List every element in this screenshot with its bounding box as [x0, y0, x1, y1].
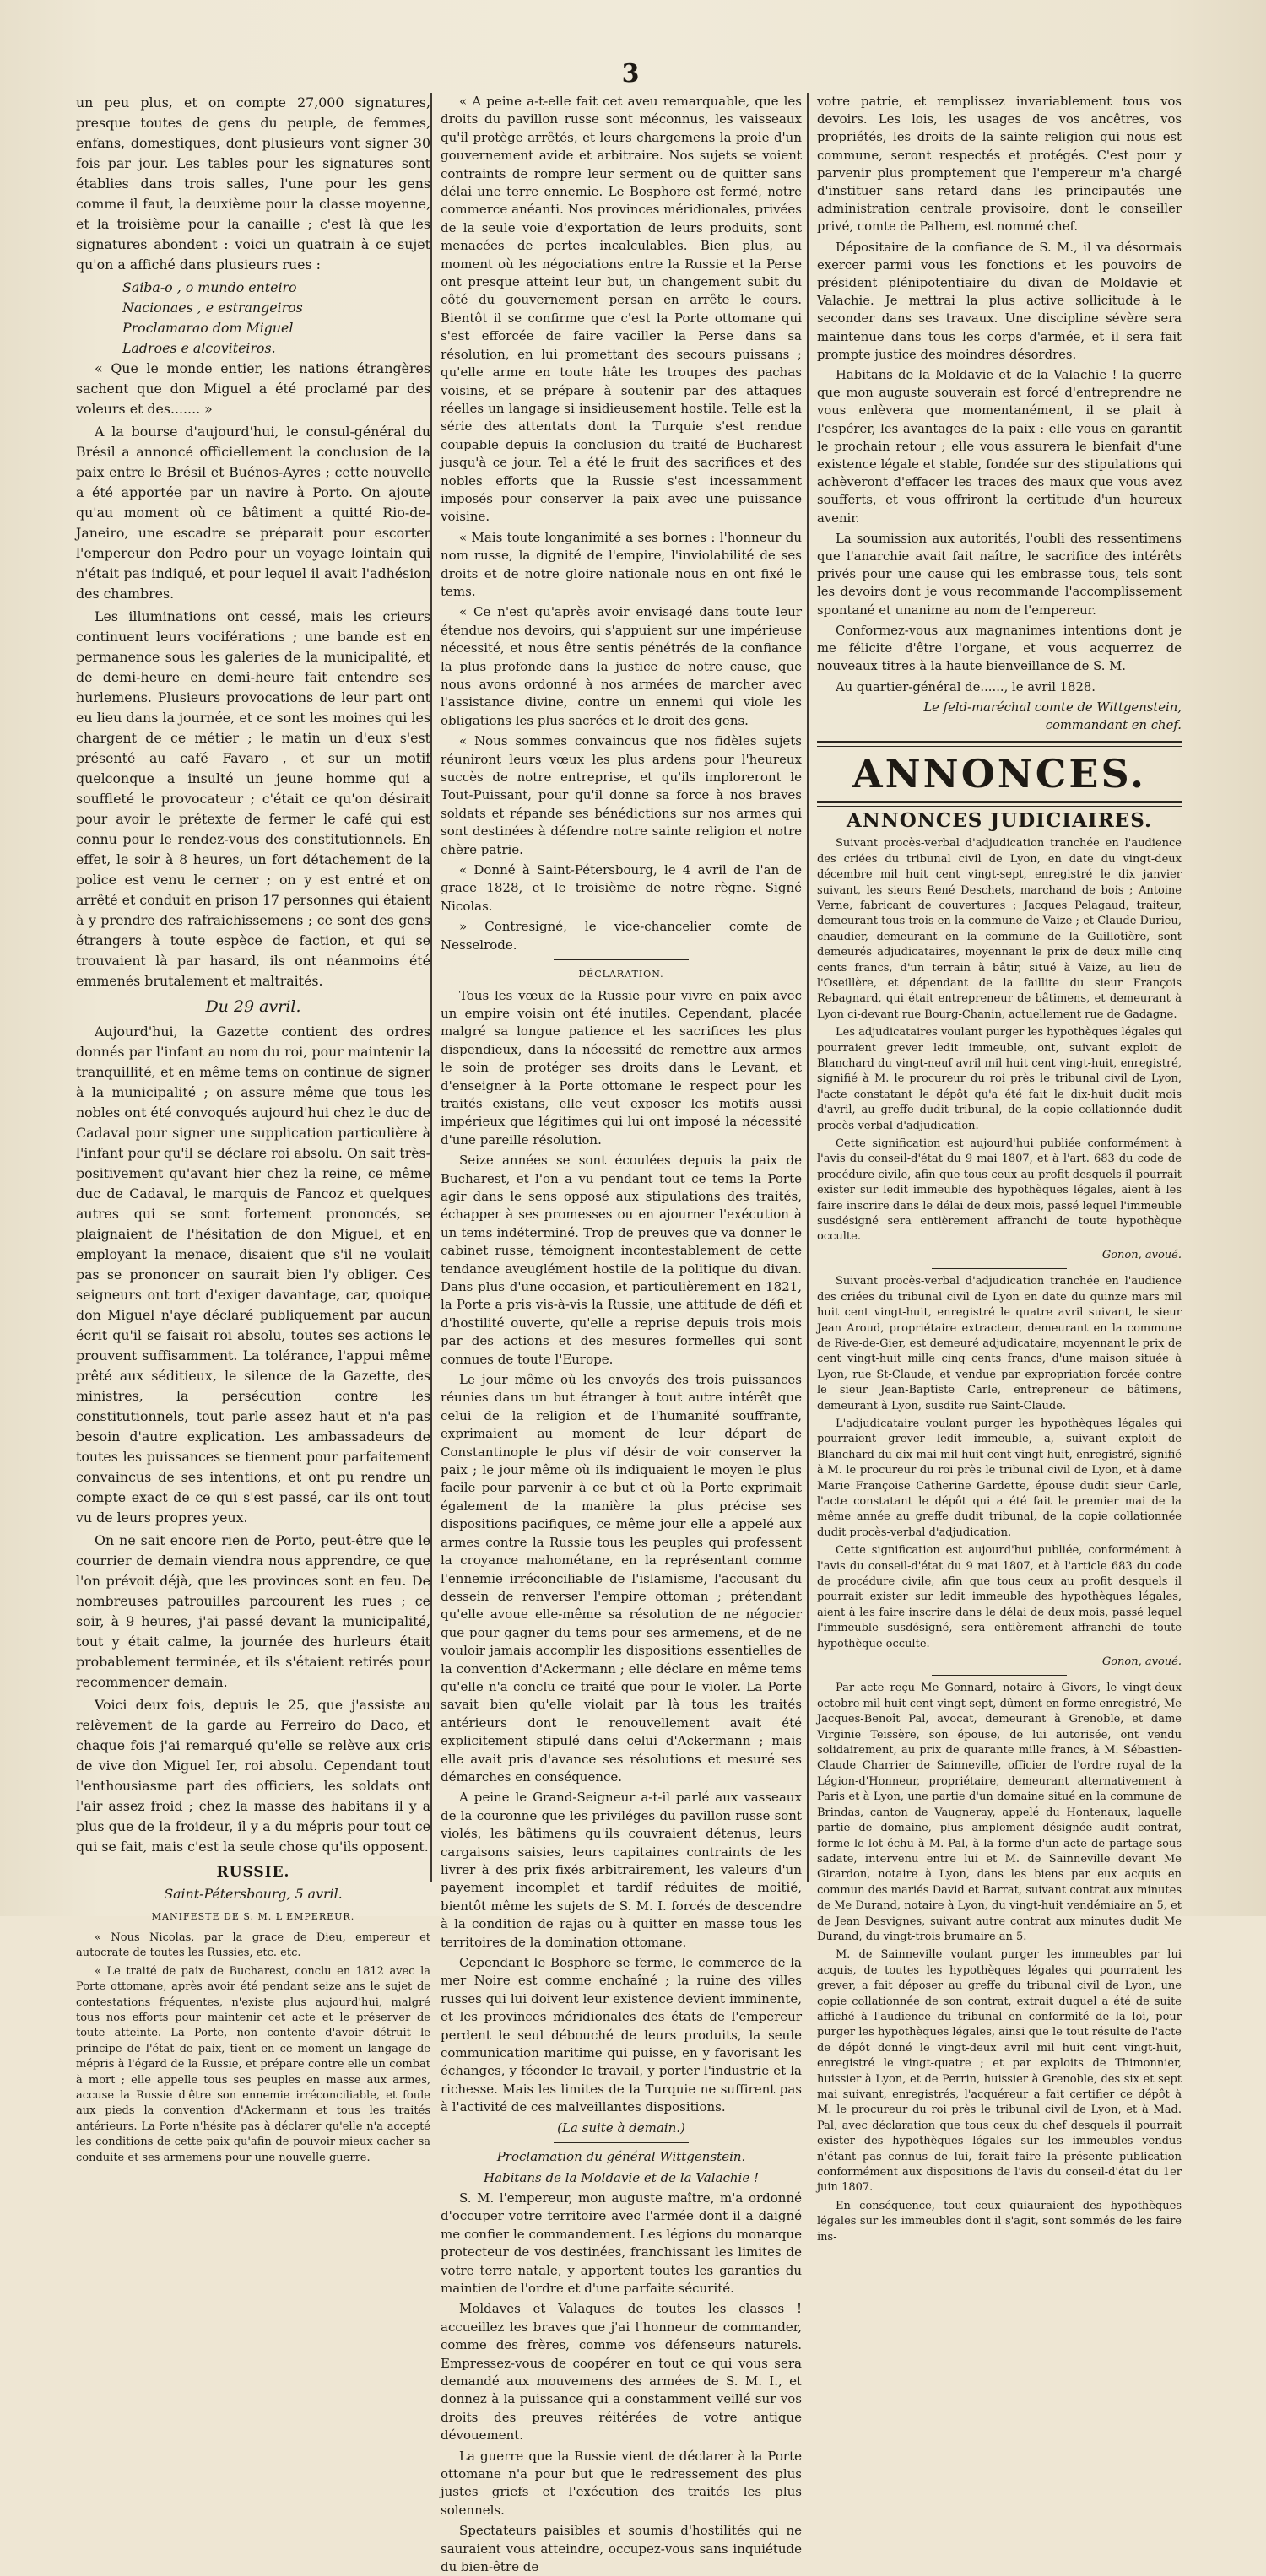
paragraph: Cependant le Bosphore se ferme, le commerce de la mer Noire est comme enchaîné ; la ruine des villes russes qui lui doivent leur existence devient imminente, et les provinces méridionales des états de l'empereur perdent le seul débouché de leurs produits, la seule communication maritime qui puisse, en y favorisant les échanges, y féconder le travail, y porter l'industrie et la richesse. Mais les limites de la Turquie ne suffirent pas à l'activité de ces malveillantes dispositions.	[441, 1955, 802, 2115]
russia-dateline: Saint-Pétersbourg, 5 avril.	[164, 1886, 343, 1902]
paragraph: « Ce n'est qu'après avoir envisagé dans toute leur étendue nos devoirs, qui s'appuient sur une impérieuse nécessité, et nous être sentis pénétrés de la confiance la plus profonde dans la justice de notre cause, que nous avons ordonné à nos armées de marcher avec l'assistance divine, contre un ennemi qui viole les obligations les plus sacrées et le droit des gens.	[441, 604, 802, 728]
divider	[932, 1675, 1067, 1676]
attorney-signature: Gonon, avoué.	[1101, 1655, 1182, 1669]
proclamation-address: Habitans de la Moldavie et de la Valachie !	[483, 2169, 760, 2185]
paragraph: Spectateurs paisibles et soumis d'hostilités qui ne sauraient vous atteindre, occupez-vous sans inquiétude du bien-être de	[441, 2523, 802, 2575]
divider	[554, 2142, 689, 2143]
paragraph: « Nous Nicolas, par la grace de Dieu, empereur et autocrate de toutes les Russies, etc. etc.	[76, 1931, 430, 1960]
signature-line: Le feld-maréchal comte de Wittgenstein,	[923, 699, 1182, 715]
verse-line: Ladroes e alcoviteiros.	[122, 340, 276, 356]
signature-line: commandant en chef.	[1045, 717, 1182, 732]
proclamation-title: Proclamation du général Wittgenstein.	[496, 2149, 746, 2165]
paragraph: M. de Sainneville voulant purger les immeubles par lui acquis, de toutes les hypothèques légales qui pourraient les grever, a fait déposer au greffe du tribunal civil de Lyon, une copie collationnée de son contrat, extrait duquel a été de suite affiché à l'audience du tribunal en conformité de la loi, pour purger les hypothèques légales, ainsi que le tout résulte de l'acte de dépôt donné le vingt-deux avril mil huit cent vingt-huit, enregistré le vingt-quatre ; et par exploits de Thimonnier, huissier à Lyon, et de Perrin, huissier à Grenoble, des six et sept mai suivant, enregistrés, l'acquéreur a fait certifier ce dépôt à M. le procureur du roi près le tribunal civil de Lyon, et à Mad. Pal, avec déclaration que tous ceux du chef desquels il pourrait exister des hypothèques légales sur les immeubles vendus n'étant pas connus de lui, ferait faire la présente publication conformément aux dispositions de l'avis du conseil-d'état du 1er juin 1807.	[817, 1948, 1182, 2195]
column-2	[441, 93, 802, 2575]
paragraph: « Que le monde entier, les nations étrangères sachent que don Miguel a été proclamé par des voleurs et des....... »	[76, 360, 430, 417]
paragraph: « Mais toute longanimité a ses bornes : l'honneur du nom russe, la dignité de l'empire, l'inviolabilité de ses droits et de notre gloire nationale nous en ont fixé le tems.	[441, 529, 802, 599]
divider	[554, 959, 689, 960]
paragraph: « A peine a-t-elle fait cet aveu remarquable, que les droits du pavillon russe sont méconnus, les vaisseaux qu'il protège arrêtés, et leurs chargemens la proie d'un gouvernement avide et arbitraire. Nos sujets se voient contraints de rompre leur serment ou de quitter sans délai une terre ennemie. Le Bosphore est fermé, notre commerce anéanti. Nos provinces méridionales, privées de la seule voie d'exportation de leurs produits, sont menacées de pertes incalculables. Bien plus, au moment où les négociations entre la Russie et la Perse ont presque atteint leur but, un changement subit du côté du gouvernement persan en arrête le cours. Bientôt il se confirme que c'est la Porte ottomane qui s'est efforcée de faire vaciller la Perse dans sa résolution, en lui promettant des secours puissans ; qu'elle arme en toute hâte les troupes des pachas voisins, et se prépare à soutenir par des attaques réelles un langage si insidieusement hostile. Telle est la série des attentats dont la Turquie s'est rendue coupable depuis la conclusion du traité de Bucharest jusqu'à ce jour. Tel a été le fruit des sacrifices et des nobles efforts que la Russie s'est incessamment imposés pour conserver la paix avec une puissance voisine.	[441, 94, 802, 525]
manifesto-title: MANIFESTE DE S. M. L'EMPEREUR.	[151, 1911, 355, 1922]
column-rule-right	[807, 93, 809, 1882]
column-1	[76, 93, 430, 2164]
paragraph: En conséquence, tout ceux quiauraient des hypothèques légales sur les immeubles dont il s'agit, sont sommés de les faire ins-	[817, 2199, 1182, 2244]
paragraph: Par acte reçu Me Gonnard, notaire à Givors, le vingt-deux octobre mil huit cent vingt-sept, dûment en forme enregistré, Me Jacques-Benoît Pal, avocat, demeurant à Grenoble, et dame Virginie Teissère, son épouse, de lui autorisée, ont vendu solidairement, au prix de quarante mille francs, à M. Sébastien-Claude Charrier de Sainneville, officier de l'ordre royal de la Légion-d'Honneur, propriétaire, demeurant alternativement à Paris et à Lyon, une partie d'un domaine situé en la commune de Brindas, canton de Vaugneray, appelé du Hontenaux, laquelle partie de domaine, plus amplement désignée audit contrat, forme le lot échu à M. Pal, à la forme d'un acte de partage sous sadate, intervenu entre lui et M. de Sainneville devant Me Girardon, notaire à Lyon, dans les biens par eux acquis en commun des mariés David et Barrat, suivant contrat aux minutes de Me Durand, notaire à Lyon, du vingt-huit vendémiaire an 5, et de Jean Desvignes, suivant autre contrat aux minutes dudit Me Durand, du vingt-trois brumaire an 5.	[817, 1682, 1182, 1943]
paragraph: L'adjudicataire voulant purger les hypothèques légales qui pourraient grever ledit immeuble, a, suivant exploit de Blanchard du dix mai mil huit cent vingt-huit, enregistré, signifié à M. le procureur du roi près le tribunal civil de Lyon, et à dame Marie Françoise Catherine Gardette, épouse dudit sieur Carle, l'acte constatant le dépôt qui a été fait le premier mai de la même année au greffe dudit tribunal, de la copie collationnée dudit procès-verbal d'adjudication.	[817, 1417, 1182, 1539]
section-heading-russia: RUSSIE.	[216, 1864, 290, 1881]
paragraph: Dépositaire de la confiance de S. M., il va désormais exercer parmi vous les fonctions et les pouvoirs de président plénipotentiaire du divan de Moldavie et Valachie. Je mettrai la plus active sollicitude à le seconder dans ses travaux. Une discipline sévère sera maintenue dans tous les corps d'armée, et il sera fait prompte justice des moindres désordres.	[817, 240, 1182, 362]
paragraph: votre patrie, et remplissez invariablement tous vos devoirs. Les lois, les usages de vos ancêtres, vos propriétés, les droits de la sainte religion qui nous est commune, seront respectés et protégés. C'est pour y parvenir plus promptement que l'empereur m'a chargé d'instituer sans retard dans les principautés une administration centrale provisoire, dont le conseiller privé, comte de Palhem, est nommé chef.	[817, 95, 1182, 235]
paragraph: Le jour même où les envoyés des trois puissances réunies dans un but étranger à tout autre intérêt que celui de la religion et de l'humanité souffrante, exprimaient au moment de leur départ de Constantinople le plus vif désir de voir conserver la paix ; le jour même où ils indiquaient le moyen le plus facile pour parvenir à ce but et où la Porte exprimait également de la manière la plus précise ses dispositions pacifiques, ce même jour elle a appelé aux armes contre la Russie tous les peuples qui professent la croyance mahométane, en la représentant comme l'ennemie irréconciliable de l'islamisme, l'accusant du dessein de renverser l'empire ottoman ; prétendant qu'elle avoue elle-même sa résolution de ne négocier que pour gagner du tems pour ses armemens, et de ne vouloir jamais accomplir les dispositions essentielles de la convention d'Ackermann ; elle déclare en même tems qu'elle n'a conclu ce traité que pour le violer. La Porte savait bien qu'elle violait par là tous les traités antérieurs dont le renouvellement avait été explicitement stipulé dans celui d'Ackermann ; mais elle avait pris d'avance ses résolutions et mesuré ses démarches en conséquence.	[441, 1372, 802, 1785]
paragraph: Les illuminations ont cessé, mais les crieurs continuent leurs vociférations ; une bande est en permanence sous les galeries de la municipalité, et de demi-heure en demi-heure fait entendre ses hurlemens. Plusieurs provocations de leur part ont eu lieu dans la journée, et ce sont les moines qui les chargent de ce métier ; le matin un d'eux s'est présenté au café Favaro , et sur un motif quelconque a insulté un jeune homme qui a souffleté le provocateur ; c'était ce qu'on désirait pour avoir le prétexte de fermer le café qui est connu pour le rendez-vous des constitutionnels. En effet, le soir à 8 heures, un fort détachement de la police est venu le cerner ; on y est entré et on arrêté et conduit en prison 17 personnes qui étaient à y prendre des rafraichissemens ; ce sont des gens étrangers à toute espèce de faction, et qui se trouvaient là par hasard, ils ont néanmoins été emmenés brutalement et maltraités.	[76, 608, 430, 989]
divider	[932, 1268, 1067, 1269]
column-rule-left	[430, 93, 432, 1882]
declaration-title: DÉCLARATION.	[578, 969, 664, 980]
paragraph: Seize années se sont écoulées depuis la paix de Bucharest, et l'on a vu pendant tout ce tems la Porte agir dans le sens opposé aux stipulations des traités, échapper à ses promesses ou en ajourner l'exécution à un tems indéterminé. Trop de preuves que va donner le cabinet russe, témoignent incontestablement de cette tendance aveuglément hostile de la politique du divan. Dans plus d'une occasion, et particulièrement en 1821, la Porte a pris vis-à-vis la Russie, une attitude de défi et d'hostilité ouverte, qu'elle a reprise depuis trois mois par des actions et des mesures formelles qui sont connues de toute l'Europe.	[441, 1153, 802, 1367]
paragraph: A peine le Grand-Seigneur a-t-il parlé aux vasseaux de la couronne que les priviléges du pavillon russe sont violés, les bâtimens qu'ils couvraient détenus, leurs cargaisons saisies, leurs capitaines contraints de les livrer à des prix fixés arbitrairement, les valeurs d'un payement incomplet et tardif réduites de moitié, bientôt même les sujets de S. M. I. forcés de descendre à la condition de rajas ou à quitter en masse tous les territoires de la domination ottomane.	[441, 1790, 802, 1950]
paragraph: La soumission aux autorités, l'oubli des ressentimens que l'anarchie avait fait naître, le sacrifice des intérêts privés pour une cause qui les embrasse tous, tels sont les devoirs dont je vous recommande l'accomplissement spontané et unanime au nom de l'empereur.	[817, 531, 1182, 618]
paragraph: Cette signification est aujourd'hui publiée conformément à l'avis du conseil-d'état du 9 mai 1807, et à l'art. 683 du code de procédure civile, afin que tous ceux au profit desquels il pourrait exister sur ledit immeuble des hypothèques légales, aient à les faire inscrire dans le délai de deux mois, passé lequel l'immeuble susdésigné sera entièrement affranchi de toute hypothèque occulte.	[817, 1137, 1182, 1244]
paragraph: Cette signification est aujourd'hui publiée, conformément à l'avis du conseil-d'état du 9 mai 1807, et à l'article 683 du code de procédure civile, afin que tous ceux au profit desquels il pourrait exister sur ledit immeuble des hypothèques légales, aient à les faire inscrire dans le délai de deux mois, passé lequel l'immeuble susdésigné, sera entièrement affranchi de toute hypothèque occulte.	[817, 1544, 1182, 1650]
paragraph: Les adjudicataires voulant purger les hypothèques légales qui pourraient grever ledit immeuble, ont, suivant exploit de Blanchard du vingt-neuf avril mil huit cent vingt-huit, enregistré, signifié à M. le procureur du roi près le tribunal civil de Lyon, l'acte constatant le dépôt qu'a été fait le dix-huit dudit mois d'avril, au greffe dudit tribunal, de la copie collationnée dudit procès-verbal d'adjudication.	[817, 1026, 1182, 1132]
paragraph: Aujourd'hui, la Gazette contient des ordres donnés par l'infant au nom du roi, pour maintenir la tranquillité, et en même tems on continue de signer à la municipalité ; on assure même que tous les nobles ont été convoqués aujourd'hui chez le duc de Cadaval pour signer une supplication particulière à l'infant pour qu'il se déclare roi absolu. On sait très-positivement qu'avant hier chez la reine, ce même duc de Cadaval, le marquis de Fancoz et quelques autres qui se sont fortement prononcés, se plaignaient de l'hésitation de don Miguel, et en employant la menace, disaient que s'il ne voulait pas se prononcer on saurait bien l'y obliger. Ces seigneurs ont tort d'exiger davantage, car, quoique don Miguel n'aye déclaré publiquement par aucun écrit qu'il se faisait roi absolu, toutes ses actions le prouvent suffisamment. La tolérance, l'appui même prêté aux séditieux, le silence de la Gazette, des ministres, la persécution contre les constitutionnels, tout parle assez haut et n'a pas besoin d'autre explication. Les ambassadeurs de toutes les puissances se tiennent pour parfaitement convaincus de ses intentions, et ont pu rendre un compte exact de ce qui s'est passé, car ils ont tout vu de leurs propres yeux.	[76, 1023, 430, 1526]
paragraph: Voici deux fois, depuis le 25, que j'assiste au relèvement de la garde au Ferreiro do Daco, et chaque fois j'ai remarqué qu'elle se relève aux cris de vive don Miguel Ier, roi absolu. Cependant tout l'enthousiasme part des officiers, les soldats ont l'air assez froid ; chez la masse des habitans il y a plus que de la froideur, il y a du mépris pour tout ce qui se fait, mais c'est la seule chose qu'ils opposent.	[76, 1697, 430, 1855]
page-number: 3	[621, 59, 640, 89]
paragraph: Suivant procès-verbal d'adjudication tranchée en l'audience des criées du tribunal civil de Lyon, en date du vingt-deux décembre mil huit cent vingt-sept, enregistré le dix janvier suivant, les sieurs René Deschets, marchand de bois ; Antoine Verne, fabricant de couvertures ; Jacques Pelagaud, traiteur, demeurant tous trois en la commune de Vaize ; et Claude Durieu, chaudier, demeurant en la commune de la Guillotière, sont demeurés adjudicataires, moyennant le prix de deux mille cinq cents francs, d'un terrain à bâtir, situé à Vaize, au lieu de l'Oseillère, et dépendant de la faillite du sieur François Rebagnard, qui était entrepreneur de bâtimens, et demeurant à Lyon ci-devant rue Bourg-Chanin, actuellement rue de Gadagne.	[817, 837, 1182, 1021]
announcements-body	[817, 836, 1182, 2245]
paragraph: Suivant procès-verbal d'adjudication tranchée en l'audience des criées du tribunal civil de Lyon en date du quinze mars mil huit cent vingt-huit, enregistré le quatre avril suivant, le sieur Jean Aroud, propriétaire extracteur, demeurant en la commune de Rive-de-Gier, est demeuré adjudicataire, moyennant le prix de cent vingt-huit mille cinq cents francs, d'une maison située à Lyon, rue St-Claude, et vendue par expropriation forcée contre le sieur Jean-Baptiste Carle, entrepreneur de bâtimens, demeurant à Lyon, susdite rue Saint-Claude.	[817, 1275, 1182, 1412]
divider	[817, 801, 1182, 807]
paragraph: A la bourse d'aujourd'hui, le consul-général du Brésil a annoncé officiellement la conclusion de la paix entre le Brésil et Buénos-Ayres ; cette nouvelle a été apportée par un navire à Porto. On ajoute qu'au moment où ce bâtiment a quitté Rio-de-Janeiro, une escadre se préparait pour escorter l'empereur don Pedro pour un voyage lointain qui n'était pas indiqué, et pour lequel il avait l'adhésion des chambres.	[76, 424, 430, 602]
paragraph: « Donné à Saint-Pétersbourg, le 4 avril de l'an de grace 1828, et le troisième de notre règne. Signé Nicolas.	[441, 862, 802, 914]
paragraph: Tous les vœux de la Russie pour vivre en paix avec un empire voisin ont été inutiles. Cependant, placée malgré sa longue patience et les sacrifices les plus dispendieux, dans la nécessité de remettre aux armes le soin de protéger ses droits dans le Levant, et d'enseigner à la Porte ottomane le respect pour les traités existans, elle veut exposer les motifs aussi impérieux que légitimes qui lui ont imposé la nécessité d'une pareille résolution.	[441, 987, 802, 1148]
announcements-title: ANNONCES.	[852, 751, 1147, 797]
paragraph: Au quartier-général de......, le avril 1828.	[836, 679, 1096, 694]
paragraph: « Le traité de paix de Bucharest, conclu en 1812 avec la Porte ottomane, après avoir été pendant seize ans le sujet de contestations fréquentes, n'existe plus aujourd'hui, malgré tous nos efforts pour maintenir cet acte et le préserver de toute atteinte. La Porte, non contente d'avoir détruit le principe de l'état de paix, tient en ce moment un langage de mépris à l'égard de la Russie, et prépare contre elle un combat à mort ; elle appelle tous ses peuples en masse aux armes, accuse la Russie d'être son ennemie irréconciliable, et foule aux pieds la convention d'Ackermann et tous les traités antérieurs. La Porte n'hésite pas à déclarer qu'elle n'a accepté les conditions de cette paix qu'afin de pouvoir mieux cacher sa conduite et ses armemens pour une nouvelle guerre.	[76, 1964, 430, 2164]
judicial-announcements-title: ANNONCES JUDICIAIRES.	[846, 809, 1153, 833]
announcements-header	[817, 741, 1182, 833]
paragraph: « Nous sommes convaincus que nos fidèles sujets réuniront leurs vœux les plus ardens pour l'heureux succès de notre entreprise, et qu'ils imploreront le Tout-Puissant, pour qu'il donne sa force à nos braves soldats et répande ses bénédictions sur nos armes qui sont destinées à défendre notre sainte religion et notre chère patrie.	[441, 733, 802, 857]
paragraph: » Contresigné, le vice-chancelier comte de Nesselrode.	[441, 919, 802, 953]
column-3	[817, 93, 1182, 2244]
paragraph: Habitans de la Moldavie et de la Valachie ! la guerre que mon auguste souverain est forcé d'entreprendre ne vous enlèvera que momentanément, il se plait à l'espérer, les avantages de la paix : elle vous en garantit le prochain retour ; elle vous assurera le bienfait d'une existence légale et stable, fondée sur des stipulations qui achèveront d'effacer les traces des maux que vous avez soufferts, et vous offriront la certitude d'un heureux avenir.	[817, 368, 1182, 526]
divider	[817, 741, 1182, 747]
verse-line: Nacionaes , e estrangeiros	[122, 300, 303, 316]
verse-line: Proclamarao dom Miguel	[122, 320, 294, 336]
paragraph: La guerre que la Russie vient de déclarer à la Porte ottomane n'a pour but que le redressement des plus justes griefs et l'exécution des traités les plus solennels.	[441, 2448, 802, 2518]
paragraph: Moldaves et Valaques de toutes les classes ! accueillez les braves que j'ai l'honneur de commander, comme des frères, comme vos défenseurs naturels. Empressez-vous de coopérer en tout ce qui vous sera demandé aux mouvemens des armées de S. M. I., et donnez à la puissance qui a constamment veillé sur vos droits des preuves réitérées de votre antique dévouement.	[441, 2301, 802, 2444]
dateline: Du 29 avril.	[205, 997, 301, 1016]
paragraph: un peu plus, et on compte 27,000 signatures, presque toutes de gens du peuple, de femmes, enfans, domestiques, dont plusieurs vont signer 30 fois par jour. Les tables pour les signatures sont établies dans trois salles, l'une pour les gens comme il faut, la deuxième pour la classe moyenne, et la troisième pour la canaille ; c'est là que les signatures abondent : voici un quatrain à ce sujet qu'on a affiché dans plusieurs rues :	[76, 95, 430, 273]
paragraph: S. M. l'empereur, mon auguste maître, m'a ordonné d'occuper votre territoire avec l'armée dont il a daigné me confier le commandement. Les légions du monarque protecteur de vos destinées, franchissant les limites de votre terre natale, y apportent toutes les garanties du maintien de l'ordre et d'une parfaite sécurité.	[441, 2190, 802, 2296]
attorney-signature: Gonon, avoué.	[1101, 1248, 1182, 1261]
paragraph: Conformez-vous aux magnanimes intentions dont je me félicite d'être l'organe, et vous acquerrez de nouveaux titres à la haute bienveillance de S. M.	[817, 623, 1182, 674]
verse-line: Saiba-o , o mundo enteiro	[122, 279, 297, 295]
paragraph: On ne sait encore rien de Porto, peut-être que le courrier de demain viendra nous apprendre, ce que l'on prévoit déjà, que les provinces sont en feu. De nombreuses patrouilles parcourent les rues ; ce soir, à 9 heures, j'ai passé devant la municipalité, tout y était calme, la journée des hurleurs était probablement terminée, et ils s'étaient retirés pour recommencer demain.	[76, 1532, 430, 1690]
continuation-note: (La suite à demain.)	[557, 2120, 685, 2136]
